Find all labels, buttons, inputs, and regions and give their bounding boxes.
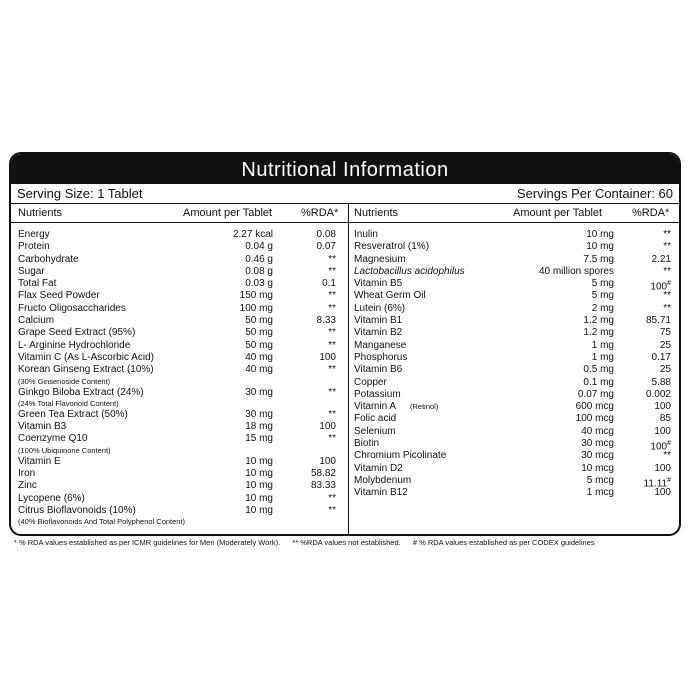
- nutrient-name: Lycopene (6%): [18, 492, 85, 504]
- nutrient-row: [354, 254, 674, 266]
- nutrient-name: Chromium Picolinate: [354, 450, 447, 462]
- nutrient-row: [354, 389, 674, 401]
- nutrient-amount: 150 mg: [239, 290, 273, 302]
- nutrient-amount: 30 mcg: [581, 450, 614, 462]
- nutrient-name: Vitamin B6: [354, 364, 403, 376]
- nutrient-name: Calcium: [18, 315, 55, 327]
- nutrient-row: [354, 401, 674, 413]
- nutrient-name: L- Arginine Hydrochloride: [18, 339, 131, 351]
- nutrient-rda: 0.002: [645, 388, 671, 400]
- nutrient-name: Total Fat: [18, 278, 57, 290]
- left-nutrient-list: [18, 229, 338, 527]
- nutrient-row: [18, 229, 338, 241]
- nutrient-rda: 100: [654, 462, 671, 474]
- nutrient-row: [354, 340, 674, 352]
- nutrient-rda: 5.88: [651, 376, 671, 388]
- nutrient-row: [18, 468, 338, 480]
- nutrient-rda: 100#: [650, 280, 671, 293]
- nutrient-amount: 0.1 mg: [583, 376, 614, 388]
- nutrient-row: [354, 474, 674, 490]
- nutrient-rda: **: [328, 302, 336, 314]
- nutrient-rda: 8.33: [316, 315, 336, 327]
- serving-row: [11, 185, 679, 203]
- divider: [11, 203, 679, 204]
- nutrient-rda: 0.1: [322, 278, 336, 290]
- nutrient-row: [354, 463, 674, 475]
- nutrient-name: Carbohydrate: [18, 253, 79, 265]
- nutrient-amount: 40 mg: [245, 351, 273, 363]
- nutrient-rda: 83.33: [310, 480, 336, 492]
- codex-mark: #: [667, 440, 671, 448]
- nutrient-amount: 0.03 g: [245, 278, 273, 290]
- nutrient-name: Vitamin D2: [354, 462, 403, 474]
- panel-title: Nutritional Information: [11, 154, 679, 184]
- header-amount-left: Amount per Tablet: [183, 207, 273, 219]
- nutrient-row: [18, 303, 338, 315]
- nutrient-amount: 18 mg: [245, 421, 273, 433]
- nutrient-row: [354, 352, 674, 364]
- nutrient-amount: 1 mg: [591, 351, 614, 363]
- nutrient-rda: 100: [319, 421, 336, 433]
- nutrient-name: Ginkgo Biloba Extract (24%): [18, 386, 144, 398]
- nutrient-row: [18, 266, 338, 278]
- nutrient-rda: **: [663, 302, 671, 314]
- nutrient-rda: 2.21: [651, 253, 671, 265]
- nutrient-row: [354, 290, 674, 302]
- nutrient-name: Copper: [354, 376, 387, 388]
- footnote-not-established: ** %RDA values not established.: [292, 538, 401, 547]
- nutrient-rda: **: [663, 229, 671, 240]
- nutrient-amount: 0.04 g: [245, 241, 273, 253]
- nutrient-amount: 1 mg: [591, 339, 614, 351]
- nutrient-subnote: (100% Ubiquinone Content): [18, 445, 111, 455]
- nutrient-rda: 85.71: [645, 315, 671, 327]
- nutrient-row: [18, 456, 338, 468]
- nutrient-amount: 0.08 g: [245, 265, 273, 277]
- nutrient-name: Lutein (6%): [354, 302, 406, 314]
- nutrient-amount: 5 mg: [591, 290, 614, 302]
- footnote-codex: # % RDA values established as per CODEX guidelines: [412, 538, 595, 547]
- nutrient-name: Selenium: [354, 425, 396, 437]
- nutrient-amount: 10 mg: [586, 229, 614, 240]
- nutrient-row: [354, 303, 674, 315]
- nutrient-rda: **: [328, 327, 336, 339]
- nutrient-name: Green Tea Extract (50%): [18, 408, 128, 420]
- nutrient-amount: 0.46 g: [245, 253, 273, 265]
- nutrient-amount: 1.2 mg: [583, 315, 614, 327]
- nutrient-rda: **: [328, 339, 336, 351]
- nutrient-name: Vitamin B3: [18, 421, 67, 433]
- nutrient-rda: 0.08: [316, 229, 336, 240]
- nutrient-name: Iron: [18, 468, 36, 480]
- nutrient-row: [18, 315, 338, 327]
- nutrient-amount: 10 mg: [245, 492, 273, 504]
- nutrient-rda: 25: [659, 339, 671, 351]
- nutrient-name: Vitamin E: [18, 455, 61, 467]
- serving-size: Serving Size: 1 Tablet: [17, 186, 143, 201]
- nutrient-row: [354, 266, 674, 278]
- nutrient-row: [354, 450, 674, 462]
- nutrient-name: Energy: [18, 229, 50, 240]
- nutrient-row: [18, 505, 338, 517]
- nutrient-rda: 100: [654, 425, 671, 437]
- nutrient-rda: **: [328, 492, 336, 504]
- nutrient-amount: 30 mcg: [581, 438, 614, 450]
- nutrient-rda: **: [328, 433, 336, 445]
- footnotes: [14, 538, 674, 548]
- nutrient-row: [18, 352, 338, 364]
- nutrient-amount: 10 mg: [245, 468, 273, 480]
- nutrient-name: Citrus Bioflavonoids (10%): [18, 504, 136, 516]
- nutrient-row: [354, 426, 674, 438]
- nutrient-name: Sugar: [18, 265, 45, 277]
- nutrient-row: [18, 493, 338, 505]
- column-divider: [348, 203, 349, 534]
- nutrient-row: [18, 387, 338, 399]
- nutrient-rda: **: [328, 265, 336, 277]
- nutrient-name: Vitamin B1: [354, 315, 403, 327]
- nutrient-rda: **: [328, 290, 336, 302]
- nutrient-rda: **: [328, 408, 336, 420]
- nutrient-name: Flax Seed Powder: [18, 290, 100, 302]
- nutrient-row: [18, 278, 338, 290]
- nutrient-row: [354, 278, 674, 293]
- header-nutrients-left: Nutrients: [18, 207, 63, 219]
- nutrient-row: [18, 421, 338, 433]
- nutrient-name: Vitamin B2: [354, 327, 403, 339]
- nutrient-amount: 30 mg: [245, 408, 273, 420]
- nutrient-name: Inulin: [354, 229, 378, 240]
- nutrient-amount: 10 mg: [245, 480, 273, 492]
- nutrient-rda: 100: [654, 401, 671, 413]
- nutrient-row: [354, 229, 674, 241]
- nutrient-amount: 5 mg: [591, 278, 614, 290]
- nutrient-amount: 40 mg: [245, 364, 273, 376]
- nutrient-name: Resveratrol (1%): [354, 241, 430, 253]
- nutrient-amount: 50 mg: [245, 339, 273, 351]
- header-nutrients-right: Nutrients: [354, 207, 399, 219]
- divider: [11, 222, 679, 223]
- nutrient-name: Biotin: [354, 438, 380, 450]
- nutrient-subnote: (30% Ginsenoside Content): [18, 376, 111, 386]
- nutrient-rda: **: [328, 386, 336, 398]
- nutrient-rda: **: [663, 241, 671, 253]
- nutrient-amount: 2.27 kcal: [232, 229, 273, 240]
- nutrient-amount: 50 mg: [245, 315, 273, 327]
- nutrient-rda: **: [328, 364, 336, 376]
- nutrient-row: [354, 487, 674, 499]
- nutrient-amount: 10 mg: [245, 455, 273, 467]
- nutrient-row: [354, 327, 674, 339]
- nutrient-amount: 0.07 mg: [577, 388, 614, 400]
- nutrient-name: Vitamin C (As L-Ascorbic Acid): [18, 351, 154, 363]
- header-rda-left: %RDA*: [301, 207, 339, 219]
- right-nutrient-list: [354, 229, 674, 500]
- nutrient-rda: 0.17: [651, 351, 671, 363]
- nutrient-amount: 5 mcg: [586, 474, 614, 486]
- nutrient-name: Phosphorus: [354, 351, 408, 363]
- nutrient-row: [354, 413, 674, 425]
- nutrient-name: Manganese: [354, 339, 407, 351]
- nutrient-name: Vitamin A: [354, 401, 397, 413]
- nutrient-amount: 600 mcg: [575, 401, 614, 413]
- nutrient-amount: 2 mg: [591, 302, 614, 314]
- nutrient-rda: 85: [659, 413, 671, 425]
- nutrient-subnote: (24% Total Flavonoid Content): [18, 398, 119, 408]
- nutrient-rda: 58.82: [310, 468, 336, 480]
- nutrient-name: Folic acid: [354, 413, 397, 425]
- nutrient-amount: 10 mg: [245, 504, 273, 516]
- nutrient-rda: **: [328, 253, 336, 265]
- nutrient-amount: 30 mg: [245, 386, 273, 398]
- nutrient-name: Lactobacillus acidophilus: [354, 265, 465, 277]
- nutrient-amount: 15 mg: [245, 433, 273, 445]
- nutrient-name: Grape Seed Extract (95%): [18, 327, 136, 339]
- nutrient-name-note: (Retinol): [410, 402, 439, 412]
- nutrient-name: Korean Ginseng Extract (10%): [18, 364, 154, 376]
- nutrient-rda: 0.07: [316, 241, 336, 253]
- nutrient-name: Vitamin B5: [354, 278, 403, 290]
- nutrient-rda: 100#: [650, 440, 671, 453]
- header-amount-right: Amount per Tablet: [513, 207, 603, 219]
- servings-per-container: Servings Per Container: 60: [516, 186, 673, 201]
- nutrient-rda: 75: [659, 327, 671, 339]
- codex-mark: #: [667, 476, 671, 484]
- nutrient-row: [354, 364, 674, 376]
- nutrient-name: Wheat Germ Oil: [354, 290, 426, 302]
- nutrient-name: Coenzyme Q10: [18, 433, 88, 445]
- nutrient-rda: 11.11#: [643, 476, 671, 490]
- nutrient-amount: 40 mcg: [581, 425, 614, 437]
- nutrient-row: [18, 290, 338, 302]
- nutrient-name: Vitamin B12: [354, 487, 408, 499]
- nutrient-row: [354, 438, 674, 453]
- nutrient-row: [18, 364, 338, 376]
- nutrient-rda: **: [328, 504, 336, 516]
- nutrient-amount: 0.5 mg: [583, 364, 614, 376]
- nutrient-amount: 10 mg: [586, 241, 614, 253]
- nutrient-row: [18, 480, 338, 492]
- nutrient-name: Molybdenum: [354, 474, 412, 486]
- nutrient-row: [18, 241, 338, 253]
- nutrient-rda: 25: [659, 364, 671, 376]
- nutrient-amount: 1.2 mg: [583, 327, 614, 339]
- nutrition-panel: [9, 152, 681, 536]
- nutrient-amount: 1 mcg: [586, 487, 614, 499]
- nutrient-row: [354, 241, 674, 253]
- nutrient-rda: **: [663, 450, 671, 462]
- nutrient-amount: 100 mcg: [575, 413, 614, 425]
- nutrient-row: [18, 327, 338, 339]
- header-rda-right: %RDA*: [632, 207, 670, 219]
- nutrient-row: [18, 254, 338, 266]
- nutrient-name: Protein: [18, 241, 50, 253]
- nutrient-row: [18, 433, 338, 445]
- nutrient-rda: 100: [319, 455, 336, 467]
- nutrient-name: Zinc: [18, 480, 37, 492]
- nutrient-amount: 7.5 mg: [583, 253, 614, 265]
- nutrient-rda: 100: [319, 351, 336, 363]
- nutrient-amount: 10 mcg: [581, 462, 614, 474]
- nutrient-name: Fructo Oligosaccharides: [18, 302, 126, 314]
- nutrient-row: [354, 377, 674, 389]
- nutrient-amount: 40 million spores: [538, 265, 614, 277]
- nutrient-subnote: (40% Bioflavonoids And Total Polyphenol Content): [18, 517, 186, 527]
- nutrient-name: Magnesium: [354, 253, 406, 265]
- nutrient-row: [354, 315, 674, 327]
- codex-mark: #: [667, 280, 671, 288]
- nutrient-rda: **: [663, 265, 671, 277]
- nutrient-row: [18, 340, 338, 352]
- nutrient-row: [18, 409, 338, 421]
- nutrient-rda: **: [663, 290, 671, 302]
- nutrient-amount: 50 mg: [245, 327, 273, 339]
- footnote-icmr: * % RDA values established as per ICMR guidelines for Men (Moderately Work).: [14, 538, 281, 547]
- nutrient-rda: 100: [654, 487, 671, 499]
- nutrient-name: Potassium: [354, 388, 401, 400]
- nutrient-amount: 100 mg: [239, 302, 273, 314]
